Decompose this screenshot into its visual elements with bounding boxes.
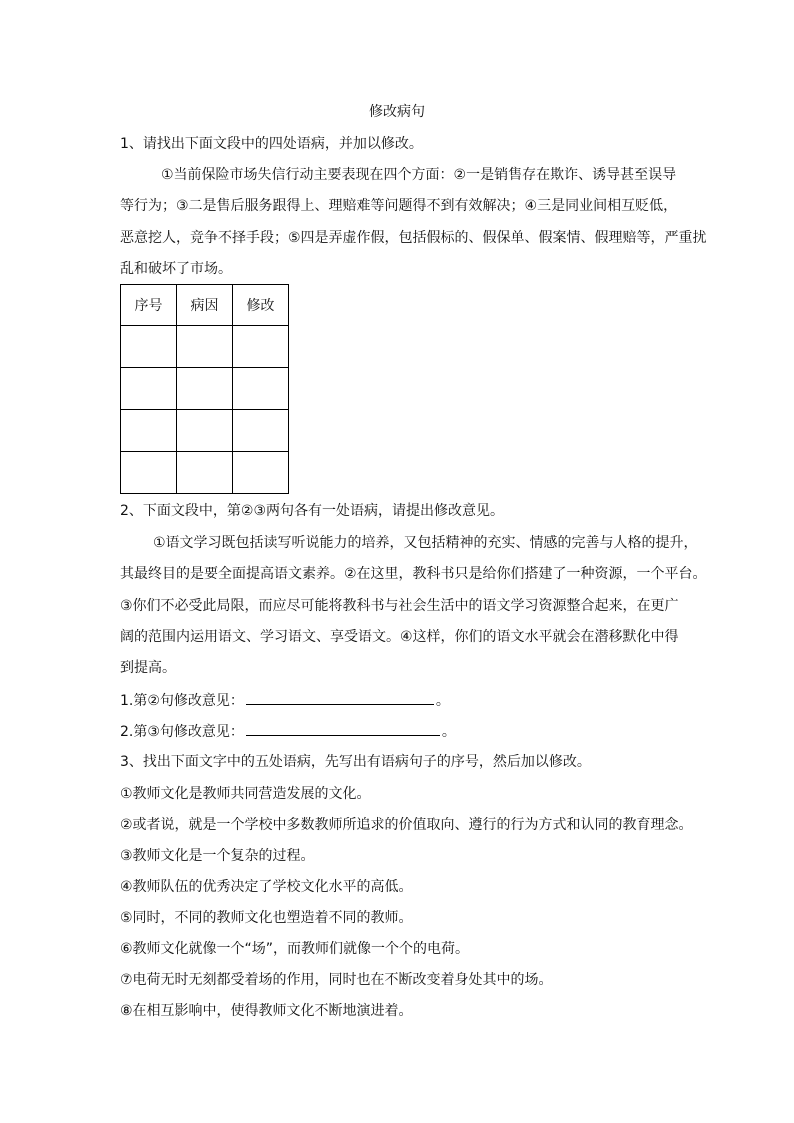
table-cell[interactable] [233, 452, 289, 494]
table-cell[interactable] [233, 368, 289, 410]
q3-item: ⑥教师文化就像一个“场”，而教师们就像一个个的电荷。 [120, 941, 470, 957]
answer-end: 。 [441, 724, 456, 740]
answer-label: 2.第③句修改意见： [120, 724, 244, 740]
answer-blank[interactable] [246, 690, 434, 705]
q3-item: ①教师文化是教师共同营造发展的文化。 [120, 786, 371, 802]
q1-passage-line: ①当前保险市场失信行动主要表现在四个方面：②一是销售存在欺诈、诱导甚至误导 [161, 167, 677, 183]
q2-passage-line: 其最终目的是要全面提高语文素养。②在这里，教科书只是给你们搭建了一种资源，一个平台。 [120, 566, 707, 582]
table-row [121, 326, 289, 368]
q1-prompt: 1、请找出下面文段中的四处语病，并加以修改。 [120, 136, 423, 152]
answer-label: 1.第②句修改意见： [120, 693, 244, 709]
table-cell[interactable] [121, 326, 177, 368]
table-cell[interactable] [177, 368, 233, 410]
table-row [121, 452, 289, 494]
table-cell[interactable] [121, 452, 177, 494]
table-header-cell: 序号 [121, 285, 177, 326]
answer-end: 。 [435, 693, 450, 709]
q2-answer-1 [120, 690, 450, 711]
q2-passage-line: 到提高。 [120, 660, 176, 676]
table-cell[interactable] [177, 410, 233, 452]
q3-prompt: 3、找出下面文字中的五处语病，先写出有语病句子的序号，然后加以修改。 [120, 754, 591, 770]
q3-item: ⑤同时，不同的教师文化也塑造着不同的教师。 [120, 910, 413, 926]
table-cell[interactable] [121, 410, 177, 452]
table-header-row [121, 285, 289, 326]
table-row [121, 410, 289, 452]
table-cell[interactable] [177, 452, 233, 494]
q2-answer-2 [120, 721, 456, 742]
q1-passage-line: 乱和破坏了市场。 [120, 261, 232, 277]
table-cell[interactable] [177, 326, 233, 368]
q2-passage-line: ①语文学习既包括读写听说能力的培养，又包括精神的充实、情感的完善与人格的提升， [153, 535, 698, 551]
page-title: 修改病句 [369, 104, 425, 120]
table-cell[interactable] [233, 326, 289, 368]
q2-passage-line: ③你们不必受此局限，而应尽可能将教科书与社会生活中的语文学习资源整合起来，在更广 [120, 598, 679, 614]
q3-item: ②或者说，就是一个学校中多数教师所追求的价值取向、遵行的行为方式和认同的教育理念。 [120, 817, 693, 833]
table-header-cell: 病因 [177, 285, 233, 326]
table-cell[interactable] [233, 410, 289, 452]
q2-prompt: 2、下面文段中，第②③两句各有一处语病，请提出修改意见。 [120, 503, 505, 519]
answer-blank[interactable] [246, 721, 440, 736]
table-row [121, 368, 289, 410]
table-header-cell: 修改 [233, 285, 289, 326]
q3-item: ④教师队伍的优秀决定了学校文化水平的高低。 [120, 879, 413, 895]
q2-passage-line: 阔的范围内运用语文、学习语文、享受语文。④这样，你们的语文水平就会在潜移默化中得 [120, 629, 679, 645]
q1-answer-table [120, 284, 289, 494]
q3-item: ③教师文化是一个复杂的过程。 [120, 848, 315, 864]
table-cell[interactable] [121, 368, 177, 410]
q1-passage-line: 等行为；③二是售后服务跟得上、理赔难等问题得不到有效解决；④三是同业间相互贬低， [120, 198, 678, 214]
q3-item: ⑦电荷无时无刻都受着场的作用，同时也在不断改变着身处其中的场。 [120, 972, 553, 988]
q1-passage-line: 恶意挖人，竞争不择手段；⑤四是弄虚作假，包括假标的、假保单、假案情、假理赔等，严重扰 [120, 230, 707, 246]
q3-item: ⑧在相互影响中，使得教师文化不断地演进着。 [120, 1003, 413, 1019]
